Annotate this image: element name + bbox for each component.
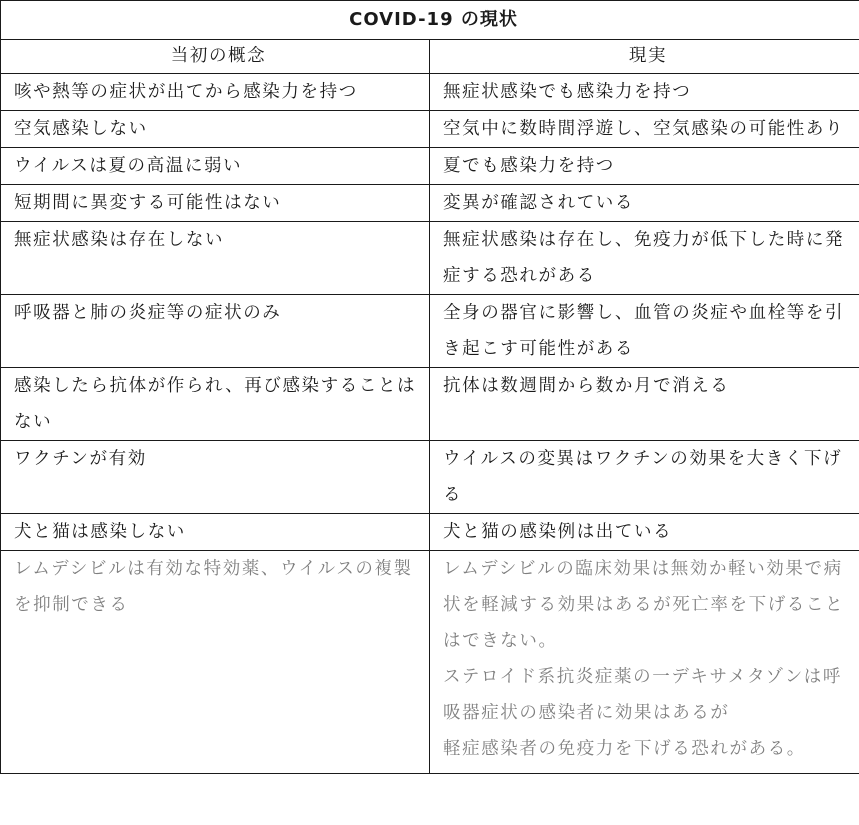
table-row — [1, 222, 859, 295]
cell-initial: 短期間に異変する可能性はない — [1, 185, 430, 222]
cell-initial: 無症状感染は存在しない — [1, 222, 430, 295]
cell-initial: 呼吸器と肺の炎症等の症状のみ — [1, 295, 430, 368]
table-row — [1, 111, 859, 148]
cell-reality: 無症状感染は存在し、免疫力が低下した時に発症する恐れがある — [430, 222, 859, 295]
reality-remdesivir-text: レムデシビルの臨床効果は無効か軽い効果で病状を軽減する効果はあるが死亡率を下げることはできない。 — [443, 559, 845, 651]
cell-reality: 全身の器官に影響し、血管の炎症や血栓等を引き起こす可能性がある — [430, 295, 859, 368]
cell-reality: 変異が確認されている — [430, 185, 859, 222]
table-row — [1, 74, 859, 111]
reality-steroid-text: ステロイド系抗炎症薬の一デキサメタゾンは呼吸器症状の感染者に効果はあるが — [443, 667, 842, 723]
table-row — [1, 514, 859, 551]
cell-reality: 空気中に数時間浮遊し、空気感染の可能性あり — [430, 111, 859, 148]
table-title: COVID-19 の現状 — [1, 1, 859, 40]
cell-initial: 感染したら抗体が作られ、再び感染することはない — [1, 368, 430, 441]
header-reality: 現実 — [430, 40, 859, 74]
cell-reality: 抗体は数週間から数か月で消える — [430, 368, 859, 441]
table-row — [1, 185, 859, 222]
cell-reality — [430, 551, 859, 774]
reality-steroid-risk-text: 軽症感染者の免疫力を下げる恐れがある。 — [443, 739, 806, 759]
table-row — [1, 368, 859, 441]
header-initial-concept: 当初の概念 — [1, 40, 430, 74]
table-row — [1, 148, 859, 185]
cell-initial: レムデシビルは有効な特効薬、ウイルスの複製を抑制できる — [1, 551, 430, 774]
cell-reality: 犬と猫の感染例は出ている — [430, 514, 859, 551]
title-row — [1, 1, 859, 40]
cell-reality: 夏でも感染力を持つ — [430, 148, 859, 185]
cell-initial: 犬と猫は感染しない — [1, 514, 430, 551]
cell-initial: ワクチンが有効 — [1, 441, 430, 514]
cell-reality: 無症状感染でも感染力を持つ — [430, 74, 859, 111]
cell-reality: ウイルスの変異はワクチンの効果を大きく下げる — [430, 441, 859, 514]
table-row-remdesivir — [1, 551, 859, 774]
cell-initial: 咳や熱等の症状が出てから感染力を持つ — [1, 74, 430, 111]
header-row — [1, 40, 859, 74]
table-row — [1, 441, 859, 514]
cell-initial: 空気感染しない — [1, 111, 430, 148]
table-row — [1, 295, 859, 368]
cell-initial: ウイルスは夏の高温に弱い — [1, 148, 430, 185]
